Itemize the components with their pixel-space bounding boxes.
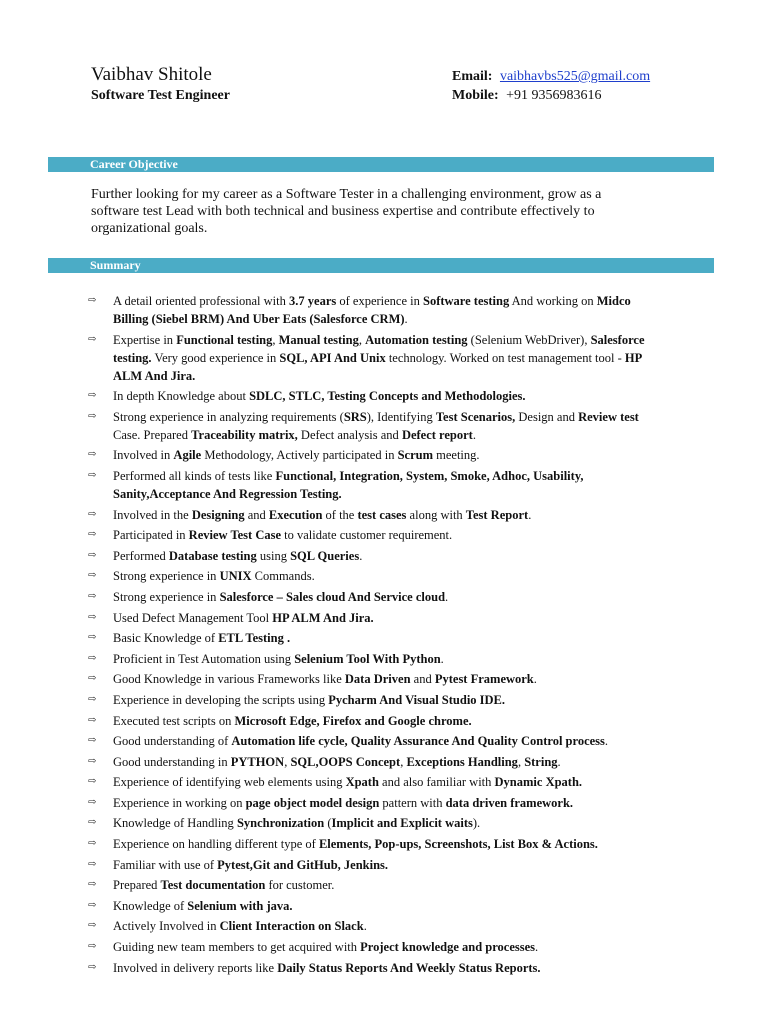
career-objective-text: Further looking for my career as a Software Tester in a challenging environment, grow as a software test Lead with both technical and business expertise and contribute effectively to organizational goals. [91, 187, 602, 236]
summary-list [88, 292, 668, 979]
summary-item-bold-text: SDLC, STLC, Testing Concepts and Methodologies. [249, 389, 526, 404]
summary-item-bold-text: Implicit and Explicit waits [331, 816, 473, 831]
summary-item-text: . [535, 940, 539, 955]
summary-item-text: Actively Involved in [113, 919, 220, 934]
summary-item [88, 814, 668, 832]
summary-item-text: Knowledge of [113, 898, 188, 913]
summary-item [88, 292, 668, 328]
arrow-bullet-icon: ⇨ [88, 570, 97, 582]
arrow-bullet-icon: ⇨ [88, 410, 97, 422]
summary-item-text: In depth Knowledge about [113, 389, 250, 404]
summary-item [88, 897, 668, 915]
mobile-number: +91 9356983616 [506, 88, 602, 103]
summary-header: Summary [48, 258, 714, 273]
summary-item-text: , [400, 754, 407, 769]
summary-item-bold-text: Data Driven [344, 672, 411, 687]
summary-item-text: . [363, 919, 367, 934]
summary-item-text: Participated in [113, 528, 189, 543]
arrow-bullet-icon: ⇨ [88, 693, 97, 705]
summary-item-bold-text: Test Report [465, 507, 529, 522]
summary-item-bold-text: Traceability matrix, [191, 427, 298, 442]
summary-item-bold-text: Review test [578, 409, 639, 424]
candidate-title: Software Test Engineer [91, 88, 230, 103]
arrow-bullet-icon: ⇨ [88, 796, 97, 808]
summary-item-bold-text: Manual testing [278, 332, 359, 347]
summary-item-text: And working on [509, 294, 597, 308]
arrow-bullet-icon: ⇨ [88, 735, 97, 747]
arrow-bullet-icon: ⇨ [88, 295, 97, 306]
arrow-bullet-icon: ⇨ [88, 508, 97, 520]
summary-item-text: . [533, 672, 537, 687]
summary-item-bold-text: Salesforce testing. [113, 332, 645, 365]
arrow-bullet-icon: ⇨ [88, 469, 97, 481]
arrow-bullet-icon: ⇨ [88, 529, 97, 541]
summary-item [88, 917, 668, 935]
summary-item-bold-text: Database testing [168, 548, 257, 563]
summary-item-bold-text: UNIX [219, 569, 252, 584]
summary-item-bold-text: Microsoft Edge, Firefox and Google chrome. [234, 713, 472, 728]
arrow-bullet-icon: ⇨ [88, 632, 97, 644]
summary-item-text: Familiar with use of [113, 857, 218, 872]
summary-item [88, 506, 668, 524]
summary-item [88, 567, 668, 585]
summary-item [88, 753, 668, 771]
summary-item-text: using [256, 548, 291, 563]
arrow-bullet-icon: ⇨ [88, 961, 97, 973]
summary-item [88, 856, 668, 874]
summary-item-bold-text: ETL Testing . [218, 631, 291, 646]
summary-item-text: Strong experience in analyzing requirements ( [113, 409, 344, 424]
summary-item-text: . [404, 312, 408, 326]
arrow-bullet-icon: ⇨ [88, 652, 97, 664]
summary-item [88, 331, 668, 385]
arrow-bullet-icon: ⇨ [88, 549, 97, 561]
arrow-bullet-icon: ⇨ [88, 333, 97, 345]
summary-item [88, 670, 668, 688]
summary-item-bold-text: Exceptions Handling [406, 754, 518, 769]
summary-item-text: Experience in working on [113, 795, 246, 810]
arrow-bullet-icon: ⇨ [88, 817, 97, 829]
summary-item-text: Involved in delivery reports like [113, 960, 278, 975]
arrow-bullet-icon: ⇨ [88, 941, 97, 953]
summary-item [88, 959, 668, 977]
arrow-bullet-icon: ⇨ [88, 838, 97, 850]
summary-item-text: Design and [515, 409, 579, 424]
summary-item-text: Basic Knowledge of [113, 631, 219, 646]
arrow-bullet-icon: ⇨ [88, 776, 97, 788]
summary-item-bold-text: SQL,OOPS Concept [290, 754, 401, 769]
summary-item-bold-text: Software testing [423, 294, 510, 308]
summary-item-text: Proficient in Test Automation using [113, 651, 295, 666]
summary-item [88, 609, 668, 627]
summary-item-text: pattern with [379, 795, 446, 810]
summary-item [88, 938, 668, 956]
summary-item [88, 650, 668, 668]
summary-item [88, 794, 668, 812]
summary-item-text: Methodology, Actively participated in [201, 448, 398, 463]
mobile-row [452, 87, 602, 105]
arrow-bullet-icon: ⇨ [88, 899, 97, 911]
summary-item-text: for customer. [265, 878, 335, 893]
summary-item-bold-text: Salesforce – Sales cloud And Service cloud [219, 589, 446, 604]
summary-item-bold-text: Selenium with java. [187, 898, 293, 913]
summary-item-text: Strong experience in [113, 569, 220, 584]
summary-item-text: . [528, 507, 532, 522]
arrow-bullet-icon: ⇨ [88, 920, 97, 932]
summary-item-bold-text: Pytest Framework [434, 672, 534, 687]
summary-item-text: meeting. [433, 448, 480, 463]
summary-item-bold-text: SQL, API And Unix [279, 350, 386, 365]
summary-item-bold-text: page object model design [245, 795, 380, 810]
summary-item-text: . [557, 754, 561, 769]
summary-item-bold-text: Selenium Tool With Python [294, 651, 441, 666]
summary-item-bold-text: Automation testing [365, 332, 468, 347]
summary-item-text: Very good experience in [151, 350, 280, 365]
career-objective-header: Career Objective [48, 157, 714, 172]
mobile-label: Mobile: [452, 88, 499, 103]
summary-item-text: of the [322, 507, 358, 522]
summary-item-bold-text: Automation life cycle, Quality Assurance And Quality Control process [231, 734, 605, 749]
summary-item-bold-text: Scrum [397, 448, 433, 463]
summary-item-bold-text: Daily Status Reports And Weekly Status Reports. [277, 960, 541, 975]
arrow-bullet-icon: ⇨ [88, 611, 97, 623]
arrow-bullet-icon: ⇨ [88, 390, 97, 402]
summary-item-bold-text: Test documentation [160, 878, 266, 893]
summary-item-bold-text: Review Test Case [188, 528, 282, 543]
arrow-bullet-icon: ⇨ [88, 673, 97, 685]
summary-item-text: . [472, 427, 476, 442]
summary-item [88, 712, 668, 730]
email-label: Email: [452, 69, 493, 84]
summary-item-text: Good understanding of [113, 734, 232, 749]
summary-item-bold-text: Midco Billing (Siebel BRM) And Uber Eats (Salesforce CRM) [113, 294, 631, 326]
arrow-bullet-icon: ⇨ [88, 590, 97, 602]
summary-item-text: . [440, 651, 444, 666]
summary-item [88, 691, 668, 709]
summary-item-text: ). [472, 816, 481, 831]
summary-item-bold-text: Designing [191, 507, 245, 522]
summary-item-text: Strong experience in [113, 589, 220, 604]
summary-item-text: Expertise in [113, 332, 177, 347]
summary-item [88, 773, 668, 791]
summary-item-text: . [604, 734, 609, 749]
summary-item [88, 547, 668, 565]
summary-item-bold-text: SQL Queries [290, 548, 360, 563]
summary-item-bold-text: 3.7 years [289, 294, 337, 308]
summary-item [88, 588, 668, 606]
summary-item-text: A detail oriented professional with [113, 294, 290, 308]
summary-item-bold-text: Agile [173, 448, 202, 463]
summary-item-text: Experience in developing the scripts using [113, 692, 329, 707]
summary-item-text: along with [406, 507, 466, 522]
candidate-name: Vaibhav Shitole [91, 64, 212, 85]
summary-item-text: Knowledge of Handling [113, 816, 237, 831]
summary-item-text: and also familiar with [378, 775, 495, 790]
summary-item [88, 732, 668, 750]
summary-item-bold-text: Dynamic Xpath. [494, 775, 583, 790]
summary-item-text: Used Defect Management Tool [113, 610, 273, 625]
summary-item-bold-text: data driven framework. [445, 795, 574, 810]
summary-item-bold-text: test cases [357, 507, 407, 522]
summary-item-bold-text: String [524, 754, 558, 769]
summary-item-text: to validate customer requirement. [281, 528, 453, 543]
summary-item-text: . [445, 589, 449, 604]
summary-item-bold-text: Defect report [401, 427, 473, 442]
summary-item-bold-text: Pytest,Git and GitHub, Jenkins. [217, 857, 389, 872]
summary-item-text: (Selenium WebDriver), [467, 332, 591, 347]
summary-item-text: , [358, 332, 366, 347]
summary-item-bold-text: HP ALM And Jira. [113, 350, 642, 383]
summary-item-text: Good Knowledge in various Frameworks like [113, 672, 345, 687]
summary-item-text: Performed all kinds of tests like [113, 468, 276, 483]
summary-item [88, 526, 668, 544]
summary-item-bold-text: Synchronization [236, 816, 325, 831]
summary-item-bold-text: Functional testing [176, 332, 273, 347]
arrow-bullet-icon: ⇨ [88, 449, 97, 461]
arrow-bullet-icon: ⇨ [88, 755, 97, 767]
email-row [452, 68, 650, 86]
summary-item-text: Commands. [251, 569, 315, 584]
summary-item-text: and [244, 507, 269, 522]
summary-item-text: technology. Worked on test management tool - [385, 350, 625, 365]
summary-item-text: Executed test scripts on [113, 713, 235, 728]
arrow-bullet-icon: ⇨ [88, 714, 97, 726]
summary-item-text: Prepared [113, 878, 161, 893]
summary-item-bold-text: HP ALM And Jira. [272, 610, 374, 625]
summary-item-bold-text: Client Interaction on Slack [219, 919, 364, 934]
summary-item [88, 876, 668, 894]
summary-item-text: and [410, 672, 435, 687]
summary-item [88, 408, 668, 444]
summary-item-text: , [517, 754, 525, 769]
summary-item-text: Case. Prepared [113, 427, 192, 442]
summary-item-text: Good understanding in [113, 754, 231, 769]
summary-item-text: Involved in [113, 448, 174, 463]
summary-item-bold-text: SRS [343, 409, 367, 424]
summary-item-text: , [272, 332, 279, 347]
summary-item [88, 467, 668, 503]
summary-item-bold-text: PYTHON [230, 754, 285, 769]
summary-item [88, 835, 668, 853]
summary-item-text: Guiding new team members to get acquired with [113, 940, 361, 955]
summary-item-bold-text: Execution [268, 507, 323, 522]
summary-item-text: Performed [113, 548, 169, 563]
summary-item-bold-text: Elements, Pop-ups, Screenshots, List Box & Actions. [318, 837, 598, 852]
summary-item [88, 387, 668, 405]
summary-item-text: Experience of identifying web elements using [113, 775, 346, 790]
summary-item-text: . [359, 548, 363, 563]
summary-item-bold-text: Functional, Integration, System, Smoke, Adhoc, Usability, Sanity,Acceptance And Regression Testing. [113, 468, 584, 501]
summary-item [88, 446, 668, 464]
summary-item-text: Defect analysis and [297, 427, 402, 442]
summary-item-text: of experience in [336, 294, 423, 308]
summary-item [88, 629, 668, 647]
summary-item-text: ), Identifying [366, 409, 436, 424]
summary-item-text: Involved in the [113, 507, 192, 522]
email-link[interactable]: vaibhavbs525@gmail.com [499, 69, 651, 84]
arrow-bullet-icon: ⇨ [88, 858, 97, 870]
summary-item-text: ( [324, 816, 332, 831]
summary-item-bold-text: Project knowledge and processes [360, 940, 536, 955]
summary-item-bold-text: Pycharm And Visual Studio IDE. [328, 692, 506, 707]
arrow-bullet-icon: ⇨ [88, 879, 97, 891]
summary-item-bold-text: Xpath [345, 775, 379, 790]
summary-item-text: , [284, 754, 291, 769]
summary-item-bold-text: Test Scenarios, [435, 409, 516, 424]
summary-item-text: Experience on handling different type of [113, 837, 319, 852]
